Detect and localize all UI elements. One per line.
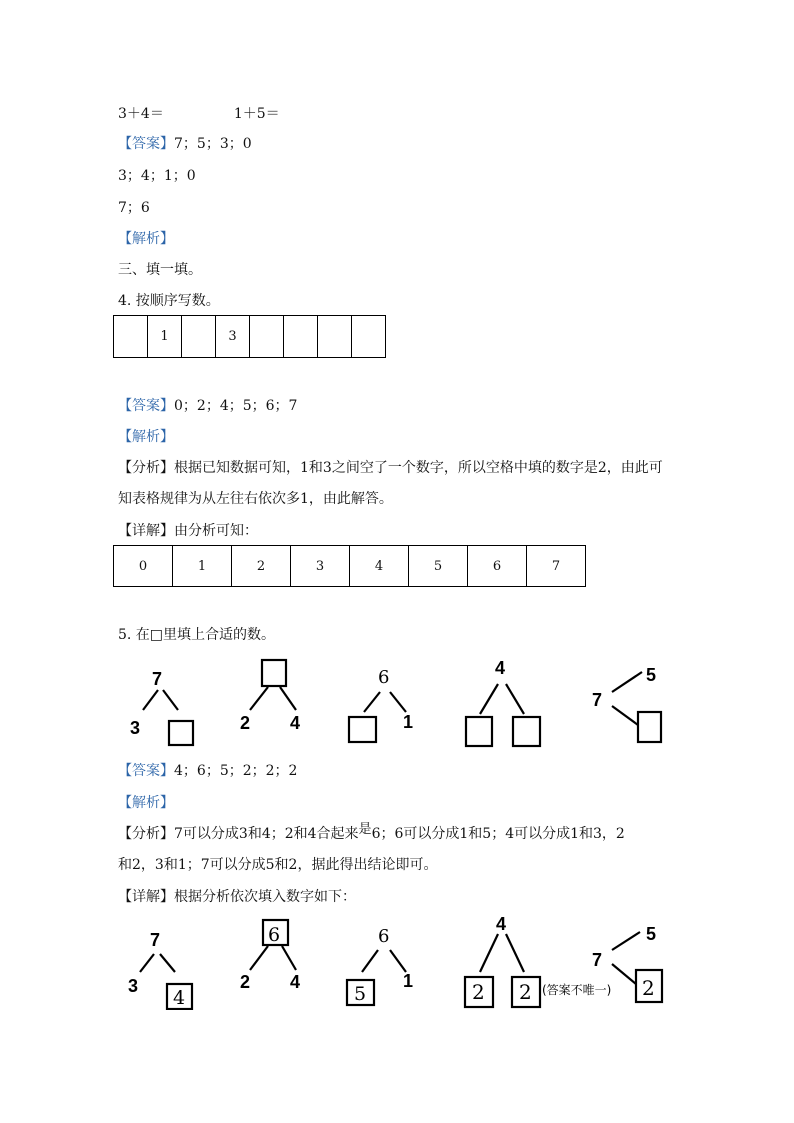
table-cell: 5 bbox=[409, 546, 468, 587]
bond-root: 7 bbox=[592, 690, 603, 710]
table-cell: 0 bbox=[114, 546, 173, 587]
detail-text: 根据分析依次填入数字如下： bbox=[174, 889, 356, 905]
bond-top: 6 bbox=[378, 667, 390, 688]
fenxi-text: 6；6可以分成1和5；4可以分成1和3，2 bbox=[371, 826, 625, 842]
bond-upper: 5 bbox=[646, 665, 657, 685]
q4-answer bbox=[118, 396, 297, 416]
bond-right: 1 bbox=[403, 712, 414, 732]
bond-root: 7 bbox=[592, 950, 603, 970]
table-cell bbox=[114, 316, 148, 358]
answer-value: 7；5；3；0 bbox=[174, 136, 252, 152]
q5-title: 5. 在□里填上合适的数。 bbox=[118, 627, 276, 643]
q4-analysis-label: 【解析】 bbox=[118, 429, 174, 445]
q5-fenxi-line1 bbox=[118, 824, 625, 845]
q4-answer-table bbox=[113, 545, 586, 587]
table-cell: 2 bbox=[232, 546, 291, 587]
q4-fenxi-line2: 知表格规律为从左往右依次多1，由此解答。 bbox=[118, 491, 393, 507]
q5-answer bbox=[118, 761, 297, 781]
answer-label: 【答案】 bbox=[118, 763, 174, 779]
table-cell bbox=[182, 316, 216, 358]
q5-detail bbox=[118, 887, 356, 907]
blank-box bbox=[169, 721, 193, 745]
q5-analysis-label: 【解析】 bbox=[118, 795, 174, 811]
bond-left: 2 bbox=[240, 713, 251, 733]
blank-box bbox=[638, 712, 661, 742]
answer-label: 【答案】 bbox=[118, 136, 174, 152]
bond-left: 2 bbox=[240, 972, 251, 992]
bond-top: 4 bbox=[496, 914, 507, 934]
answer-value: 4；6；5；2；2；2 bbox=[174, 763, 298, 779]
bond-right: 4 bbox=[173, 987, 186, 1009]
bond-right: 4 bbox=[290, 713, 301, 733]
fenxi-label: 【分析】 bbox=[118, 826, 174, 842]
bond-top: 7 bbox=[150, 930, 161, 950]
fenxi-label: 【分析】 bbox=[118, 460, 174, 476]
table-cell: 7 bbox=[527, 546, 586, 587]
bond-top: 6 bbox=[378, 926, 390, 947]
bond-upper: 5 bbox=[646, 924, 657, 944]
q3-answer bbox=[118, 134, 252, 154]
q3-answer-line2: 3；4；1；0 bbox=[118, 168, 196, 184]
fenxi-char: 是 bbox=[358, 822, 372, 837]
bond-left: 3 bbox=[130, 718, 141, 738]
detail-text: 由分析可知： bbox=[174, 523, 258, 539]
blank-box bbox=[466, 717, 492, 746]
table-cell bbox=[352, 316, 386, 358]
q4-title: 4. 按顺序写数。 bbox=[118, 293, 220, 309]
table-cell: 1 bbox=[173, 546, 232, 587]
section-title: 三、填一填。 bbox=[118, 262, 202, 278]
blank-box bbox=[262, 660, 286, 686]
equation-1: 3＋4＝ bbox=[118, 106, 164, 122]
q4-fenxi-line1 bbox=[118, 458, 663, 478]
answer-note: (答案不唯一) bbox=[542, 983, 612, 997]
bond-right: 2 bbox=[519, 980, 532, 1004]
q3-analysis-label: 【解析】 bbox=[118, 231, 174, 247]
answer-label: 【答案】 bbox=[118, 398, 174, 414]
table-cell bbox=[250, 316, 284, 358]
bond-top: 6 bbox=[268, 924, 281, 946]
bond-top: 7 bbox=[152, 669, 163, 689]
q5-fenxi-line2: 和2，3和1；7可以分成5和2，据此得出结论即可。 bbox=[118, 857, 438, 873]
q3-answer-line3: 7；6 bbox=[118, 200, 150, 216]
table-cell: 3 bbox=[216, 316, 250, 358]
detail-label: 【详解】 bbox=[118, 889, 174, 905]
blank-box bbox=[349, 717, 376, 742]
q4-detail bbox=[118, 521, 258, 541]
answer-value: 0；2；4；5；6；7 bbox=[174, 398, 298, 414]
table-cell: 1 bbox=[148, 316, 182, 358]
equation-2: 1＋5＝ bbox=[233, 106, 280, 122]
q4-sequence-table bbox=[113, 315, 386, 358]
blank-box bbox=[513, 717, 540, 746]
q5-number-bonds bbox=[0, 650, 794, 755]
bond-top: 4 bbox=[495, 658, 506, 678]
bond-left: 3 bbox=[128, 976, 139, 996]
table-cell bbox=[284, 316, 318, 358]
bond-left: 5 bbox=[354, 983, 367, 1005]
table-cell: 6 bbox=[468, 546, 527, 587]
table-cell bbox=[318, 316, 352, 358]
fenxi-text: 7可以分成3和4；2和4合起来 bbox=[174, 826, 359, 842]
bond-right: 4 bbox=[290, 972, 301, 992]
equation-row bbox=[118, 104, 280, 124]
bond-left: 2 bbox=[472, 980, 485, 1004]
table-cell: 3 bbox=[291, 546, 350, 587]
bond-right: 1 bbox=[403, 971, 414, 991]
bond-lower: 2 bbox=[642, 976, 655, 1000]
table-cell: 4 bbox=[350, 546, 409, 587]
q5-answer-bonds bbox=[0, 910, 794, 1010]
detail-label: 【详解】 bbox=[118, 523, 174, 539]
fenxi-text: 根据已知数据可知，1和3之间空了一个数字，所以空格中填的数字是2，由此可 bbox=[174, 460, 663, 476]
